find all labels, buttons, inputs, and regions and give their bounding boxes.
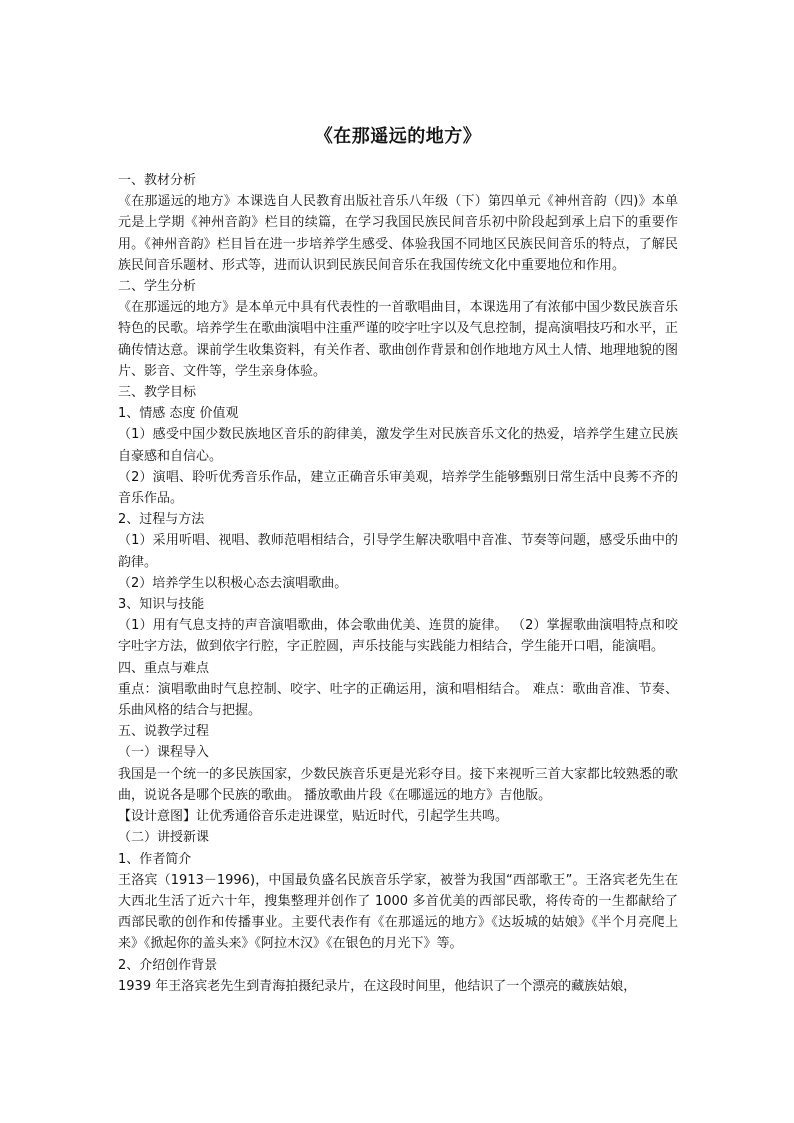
body-paragraph: 《在那遥远的地方》是本单元中具有代表性的一首歌唱曲目，本课选用了有浓郁中国少数民族音乐特色的民歌。培养学生在歌曲演唱中注重严谨的咬字吐字以及气息控制，提高演唱技巧和水平，正确传情达意。课前学生收集资料，有关作者、歌曲创作背景和创作地地方风土人情、地理地貌的图片、影音、文件等，学生亲身体验。: [118, 300, 678, 379]
section-heading: 三、教学目标: [118, 385, 197, 401]
body-paragraph: 《在那遥远的地方》本课选自人民教育出版社音乐八年级（下）第四单元《神州音韵（四)》本单元是上学期《神州音韵》栏目的续篇，在学习我国民族民间音乐初中阶段起到承上启下的重要作用。《神州音韵》栏目旨在进一步培养学生感受、体验我国不同地区民族民间音乐的特点，了解民族民间音乐题材、形式等，进而认识到民族民间音乐在我国传统文化中重要地位和作用。: [118, 194, 678, 273]
body-paragraph: （1）感受中国少数民族地区音乐的韵律美，激发学生对民族音乐文化的热爱，培养学生建立民族自豪感和自信心。: [118, 427, 678, 464]
subsection-heading: 1、情感 态度 价值观: [118, 406, 239, 422]
subsection-heading: 3、知识与技能: [118, 597, 205, 613]
design-intent-paragraph: 【设计意图】让优秀通俗音乐走进课堂，贴近时代，引起学生共鸣。: [118, 809, 509, 825]
body-paragraph: 重点：演唱歌曲时气息控制、咬字、吐字的正确运用，演和唱相结合。 难点：歌曲音准、节奏、乐曲风格的结合与把握。: [118, 681, 678, 719]
body-paragraph: （2）培养学生以积极心态去演唱歌曲。: [118, 575, 348, 591]
subsection-heading: 1、作者简介: [118, 851, 192, 867]
body-paragraph: 1939 年王洛宾老先生到青海拍摄纪录片，在这段时间里，他结识了一个漂亮的藏族姑娘，: [118, 978, 637, 994]
body-paragraph: 我国是一个统一的多民族国家，少数民族音乐更是光彩夺目。接下来视听三首大家都比较熟悉的歌曲，说说各是哪个民族的歌曲。 播放歌曲片段《在哪遥远的地方》吉他版。: [118, 766, 678, 803]
document-title: 《在那遥远的地方》: [314, 126, 482, 147]
section-heading: 四、重点与难点: [118, 660, 210, 676]
body-paragraph: （2）演唱、聆听优秀音乐作品，建立正确音乐审美观，培养学生能够甄别日常生活中良莠不齐的音乐作品。: [118, 469, 678, 507]
section-heading: 五、说教学过程: [118, 724, 210, 740]
body-paragraph: 王洛宾（1913－1996)，中国最负盛名民族音乐学家，被誉为我国“西部歌王”。王洛宾老先生在大西北生活了近六十年，搜集整理并创作了 1000 多首优美的西部民歌，将传奇的一生都献给了西部民歌的创作和传播事业。主要代表作有《在那遥远的地方》《达坂城的姑娘》《半个月亮爬上来》《掀起你的盖头来》《阿拉木汉》《在银色的月光下》等。: [118, 872, 678, 952]
subsection-heading: （二）讲授新课: [118, 830, 210, 846]
section-heading: 一、教材分析: [118, 173, 197, 188]
subsection-heading: 2、过程与方法: [118, 512, 205, 528]
body-paragraph: （1）用有气息支持的声音演唱歌曲，体会歌曲优美、连贯的旋律。 （2）掌握歌曲演唱特点和咬字吐字方法，做到依字行腔，字正腔圆，声乐技能与实践能力相结合，学生能开口唱，能演唱。: [118, 618, 678, 655]
document-page: [118, 124, 678, 997]
body-paragraph: （1）采用听唱、视唱、教师范唱相结合，引导学生解决歌唱中音准、节奏等问题，感受乐曲中的韵律。: [118, 533, 678, 570]
subsection-heading: （一）课程导入: [118, 745, 210, 761]
section-heading: 二、学生分析: [118, 279, 197, 295]
subsection-heading: 2、介绍创作背景: [118, 957, 218, 973]
